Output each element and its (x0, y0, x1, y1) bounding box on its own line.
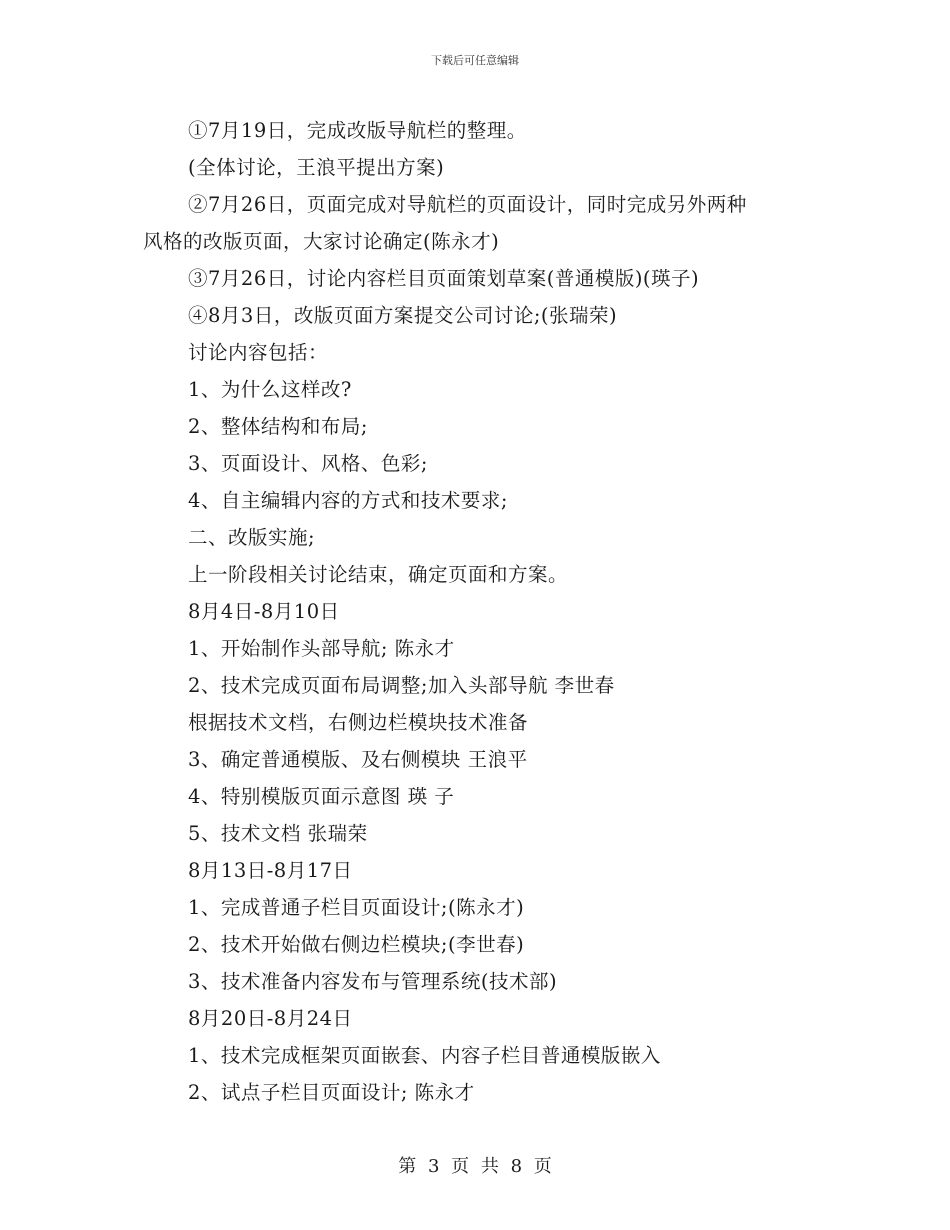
task-item: 4、特别模版页面示意图 瑛 子 (188, 785, 455, 808)
task-item: 2、技术开始做右侧边栏模块;(李世春) (188, 933, 525, 956)
discussion-item: 4、自主编辑内容的方式和技术要求; (188, 489, 508, 512)
page-number-footer: 第 3 页 共 8 页 (398, 1156, 552, 1177)
schedule-item-jul26-a: ②7月26日，页面完成对导航栏的页面设计，同时完成另外两种 (188, 193, 747, 216)
discussion-item: 3、页面设计、风格、色彩; (188, 452, 428, 475)
discussion-item: 1、为什么这样改? (188, 378, 352, 401)
date-range-heading: 8月20日-8月24日 (188, 1007, 353, 1030)
page-header: 下载后可任意编辑 (431, 54, 519, 67)
task-item: 1、技术完成框架页面嵌套、内容子栏目普通模版嵌入 (188, 1044, 661, 1067)
task-item: 5、技术文档 张瑞荣 (188, 822, 368, 845)
schedule-item-jul26-b: ③7月26日，讨论内容栏目页面策划草案(普通模版)(瑛子) (188, 267, 700, 290)
discussion-heading: 讨论内容包括： (188, 341, 329, 364)
discussion-item: 2、整体结构和布局; (188, 415, 368, 438)
paragraph-text: 上一阶段相关讨论结束，确定页面和方案。 (188, 563, 569, 586)
schedule-item-jul26-a-continued: 风格的改版页面，大家讨论确定(陈永才) (143, 230, 500, 253)
task-item: 2、技术完成页面布局调整;加入头部导航 李世春 (188, 674, 615, 697)
date-range-heading: 8月13日-8月17日 (188, 859, 353, 882)
section-heading-implementation: 二、改版实施; (188, 526, 316, 549)
schedule-item-jul19: ①7月19日，完成改版导航栏的整理。 (188, 119, 527, 142)
paragraph-text: 根据技术文档，右侧边栏模块技术准备 (188, 711, 529, 734)
task-item: 3、技术准备内容发布与管理系统(技术部) (188, 970, 558, 993)
schedule-item-aug3: ④8月3日，改版页面方案提交公司讨论;(张瑞荣) (188, 304, 618, 327)
document-body (143, 112, 815, 1111)
task-item: 1、开始制作头部导航; 陈永才 (188, 637, 455, 660)
task-item: 1、完成普通子栏目页面设计;(陈永才) (188, 896, 525, 919)
schedule-note: (全体讨论，王浪平提出方案) (188, 156, 445, 179)
task-item: 3、确定普通模版、及右侧模块 王浪平 (188, 748, 528, 771)
date-range-heading: 8月4日-8月10日 (188, 600, 340, 623)
task-item: 2、试点子栏目页面设计; 陈永才 (188, 1081, 475, 1104)
